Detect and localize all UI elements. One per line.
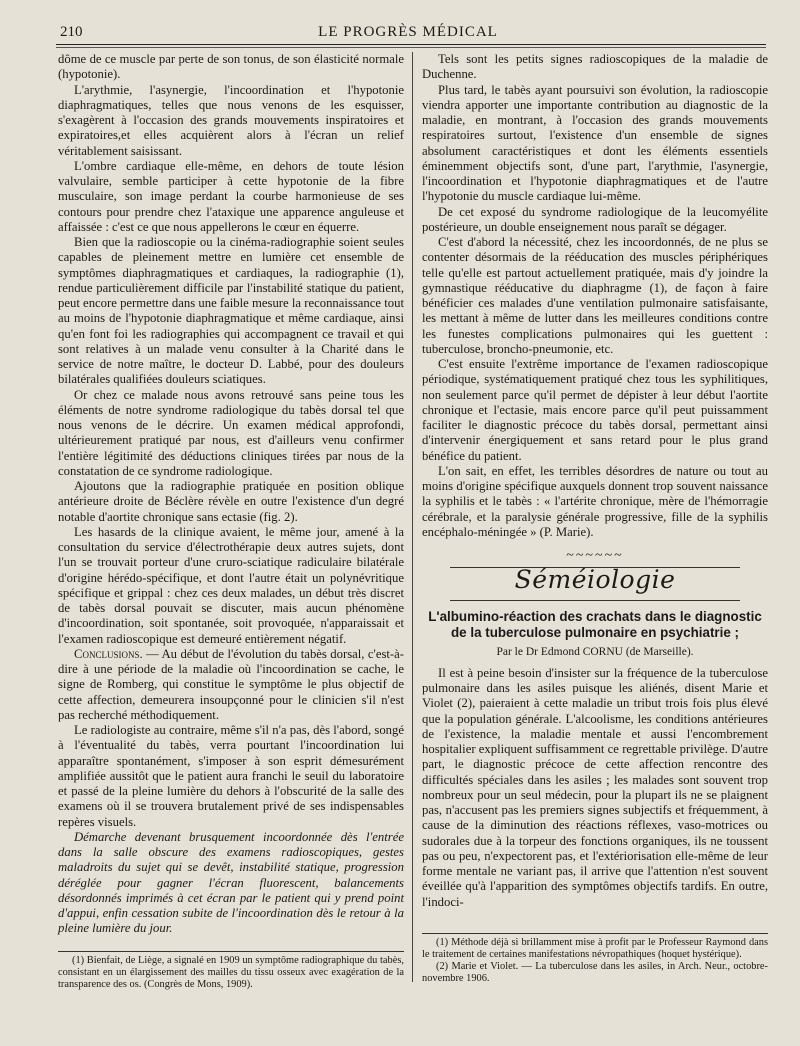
paragraph: Bien que la radioscopie ou la cinéma-radiographie soient seules capables de pleinement mettre en lumière cet ensemble de symptômes diaphragmatiques et cardiaques, la radiographie (1), rendue particulièrement difficile par l'instabilité statique du patient, peut encore permettre dans une faible mesure la reconnaissance tout au moins de l'hypotonie diaphragmatique et même cardiaque, ainsi qu'en font foi les radiographies qui accompagnent ce travail et qui sont relatives à un malade venu consulter à la Charité dans le service de notre maître, le docteur D. Labbé, pour des douleurs bilatérales qualifiées douleurs sciatiques.	[58, 235, 404, 387]
paragraph: Il est à peine besoin d'insister sur la fréquence de la tuberculose pulmonaire dans les asiles puisque les aliénés, disent Marie et Violet (2), paieraient à cette maladie un tribut trois fois plus élevé que la population générale. L'alcoolisme, les conditions antérieures de l'existence, la maladie mentale et aussi l'encombrement hospitalier expliquent suffisamment ce regrettable privilège. D'autre part, le diagnostic précoce de cette affection rencontre des difficultés spéciales dans les asiles ; les malades sont souvent trop nombreux pour un seul médecin, pour la plupart ils ne se plaignent pas, n'accusent pas les premiers signes subjectifs et fréquemment, à cause de la diminution des réactions réflexes, vaso-motrices ou sudorales due à la torpeur des fonctions organiques, ils ne toussent pas ou peu, n'expectorent pas, et l'extériorisation elle-même de leur forme mentale ne variant pas, il arrive que l'attention n'est souvent éveillée qu'à l'apparition des symptômes objectifs tardifs. En outre, l'indoci-	[422, 665, 768, 909]
paragraph: L'ombre cardiaque elle-même, en dehors de toute lésion valvulaire, semble participer à cette hypotonie de la fibre musculaire, son image perdant la courbe harmonieuse de ses contours pour prendre chez l'ataxique une apparence anguleuse et affaissée : c'est ce que nous appellerons le cœur en équerre.	[58, 158, 404, 234]
footnote: (1) Méthode déjà si brillamment mise à profit par le Professeur Raymond dans le traitement de certaines manifestations névropathiques (hoquet hystérique).	[422, 937, 768, 960]
paragraph: De cet exposé du syndrome radiologique de la leucomyélite postérieure, un double enseignement nous paraît se dégager.	[422, 204, 768, 234]
paragraph: dôme de ce muscle par perte de son tonus, de son élasticité normale (hypotonie).	[58, 52, 404, 82]
conclusions-label: Conclusions.	[74, 646, 143, 661]
footnote-rule	[422, 933, 768, 934]
italic-paragraph: Démarche devenant brusquement incoordonnée dès l'entrée dans la salle obscure des examens radioscopiques, gestes maladroits du sujet qui se devêt, instabilité statique, progression déréglée pour gagner l'écran fluorescent, balancements désordonnés imprimés à cet écran par le patient qui y prend point d'appui, enfin cessation subite de l'incoordination dès le retour à la pleine lumière du jour.	[58, 829, 404, 936]
paragraph: L'arythmie, l'asynergie, l'incoordination et l'hypotonie diaphragmatiques, telles que nous venons de les esquisser, s'exagèrent à l'occasion des grands mouvements inspiratoires et expiratoires,et elles acquièrent alors à l'écran un relief véritablement saisissant.	[58, 82, 404, 158]
footnote-rule	[58, 951, 404, 952]
conclusions-paragraph	[58, 647, 404, 723]
byline: Par le Dr Edmond CORNU (de Marseille).	[496, 645, 694, 658]
left-column	[58, 52, 404, 937]
paragraph: C'est d'abord la nécessité, chez les incoordonnés, de ne plus se contenter désormais de la rééducation des muscles périphériques telle qu'elle est partout actuellement pratiquée, mais d'y joindre la gymnastique rééducative du diaphragme (1), de façon à faire bénéficier ces malades d'une ventilation pulmonaire satisfaisante, les mettant à même de lutter dans les meilleures conditions contre les funestes complications pulmonaires qui les guettent : tuberculose, broncho-pneumonie, etc.	[422, 235, 768, 356]
paragraph: Tels sont les petits signes radioscopiques de la maladie de Duchenne.	[422, 52, 768, 82]
paragraph: Or chez ce malade nous avons retrouvé sans peine tous les éléments de notre syndrome radiologique du tabès dorsal tel que nous venons de le décrire. Un examen médical approfondi, ultérieurement pratiqué par nous, est d'ailleurs venu confirmer l'entière légitimité des déductions cliniques tirées par nous de la constatation de ce syndrome radiologique.	[58, 387, 404, 478]
article-title: L'albumino-réaction des crachats dans le diagnostic de la tuberculose pulmonaire en psychiatrie ;	[428, 608, 762, 640]
paragraph: Plus tard, le tabès ayant poursuivi son évolution, la radioscopie viendra apporter une importante contribution au diagnostic de la maladie, en montrant, à l'occasion des grands mouvements respiratoires surtout, l'existence d'un ensemble de signes absolument caractéristiques et dont les éléments essentiels éminemment objectifs sont, d'une part, l'arythmie, l'asynergie, l'incoordination et l'hypotonie diaphragmatiques et de l'autre l'hypotonie du muscle cardiaque lui-même.	[422, 82, 768, 204]
right-column	[422, 52, 768, 910]
footnote: (1) Bienfait, de Liège, a signalé en 1909 un symptôme radiographique du tabès, consistant en un élargissement des mailles du tissu osseux avec exagération de la transparence des os. (Congrès de Mons, 1909).	[58, 955, 404, 990]
paragraph: Les hasards de la clinique avaient, le même jour, amené à la consultation du service d'électrothérapie deux autres sujets, dont l'un se trouvait porteur d'une cruro-sciatique radiculaire bilatérale d'origine hérédo-spécifique, et dont l'autre était un polynévritique spécifique et grippal : chez ces deux malades, un début très discret de tabès dorsal pouvait se discuter, mais aucun phénomène d'incoordination, soit spontanée, soit provoquée, n'apparaissait et l'examen radioscopique est demeuré entièrement négatif.	[58, 524, 404, 646]
paragraph: C'est ensuite l'extrême importance de l'examen radioscopique périodique, systématiquement pratiqué chez tous les syphilitiques, non seulement parce qu'il permet de dépister à leur début l'aortite chronique et l'ectasie, mais encore parce qu'il peut puissamment faciliter le diagnostic précoce du tabès dorsal, permettant ainsi d'intervenir énergiquement et sans retard pour le plus grand bénéfice du patient.	[422, 357, 768, 463]
paragraph: Ajoutons que la radiographie pratiquée en position oblique antérieure droite de Béclère révèle en outre l'existence d'un degré notable d'aortite chronique sans ectasie (fig. 2).	[58, 479, 404, 524]
column-divider	[412, 52, 413, 982]
conclusions-text: — Au début de l'évolution du tabès dorsal, c'est-à-dire à une période de la maladie où l'incoordination se cache, le signe de Romberg, qui constitue le symptôme le plus objectif de cette affection, demeurera insoupçonné pour le clinicien s'il n'est pas recherché méthodiquement.	[58, 646, 404, 722]
ornament-divider: ~~~~~~	[566, 548, 624, 563]
page-header	[48, 24, 768, 44]
header-rule	[56, 44, 766, 45]
footnote: (2) Marie et Violet. — La tuberculose dans les asiles, in Arch. Neur., octobre-novembre 1906.	[422, 961, 768, 984]
paragraph: L'on sait, en effet, les terribles désordres de nature ou tout au moins d'origine spécifique auxquels donnent trop souvent naissance la syphilis et le tabès : « l'artérite chronique, mère de l'hémorragie cérébrale, et la paralysie générale progressive, fille de la syphilis encéphalo-méningée » (P. Marie).	[422, 463, 768, 539]
footnote-left	[58, 955, 404, 991]
footnote-right	[422, 937, 768, 985]
page-number: 210	[60, 24, 83, 40]
section-title: Séméiologie	[514, 565, 676, 595]
journal-title: LE PROGRÈS MÉDICAL	[318, 24, 498, 40]
section-header-box	[450, 567, 740, 600]
paragraph: Le radiologiste au contraire, même s'il n'a pas, dès l'abord, songé à l'éventualité du tabès, verra pourtant l'incoordination lui apparaître spontanément, s'imposer à son esprit démesurément amplifiée aussitôt que le patient aura franchi le seuil du laboratoire et passé de la pleine lumière du dehors à l'obscurité de la salle des examens où il se trouvera brutalement privé de ses indispensables repères visuels.	[58, 723, 404, 829]
header-rule-thin	[56, 47, 766, 48]
